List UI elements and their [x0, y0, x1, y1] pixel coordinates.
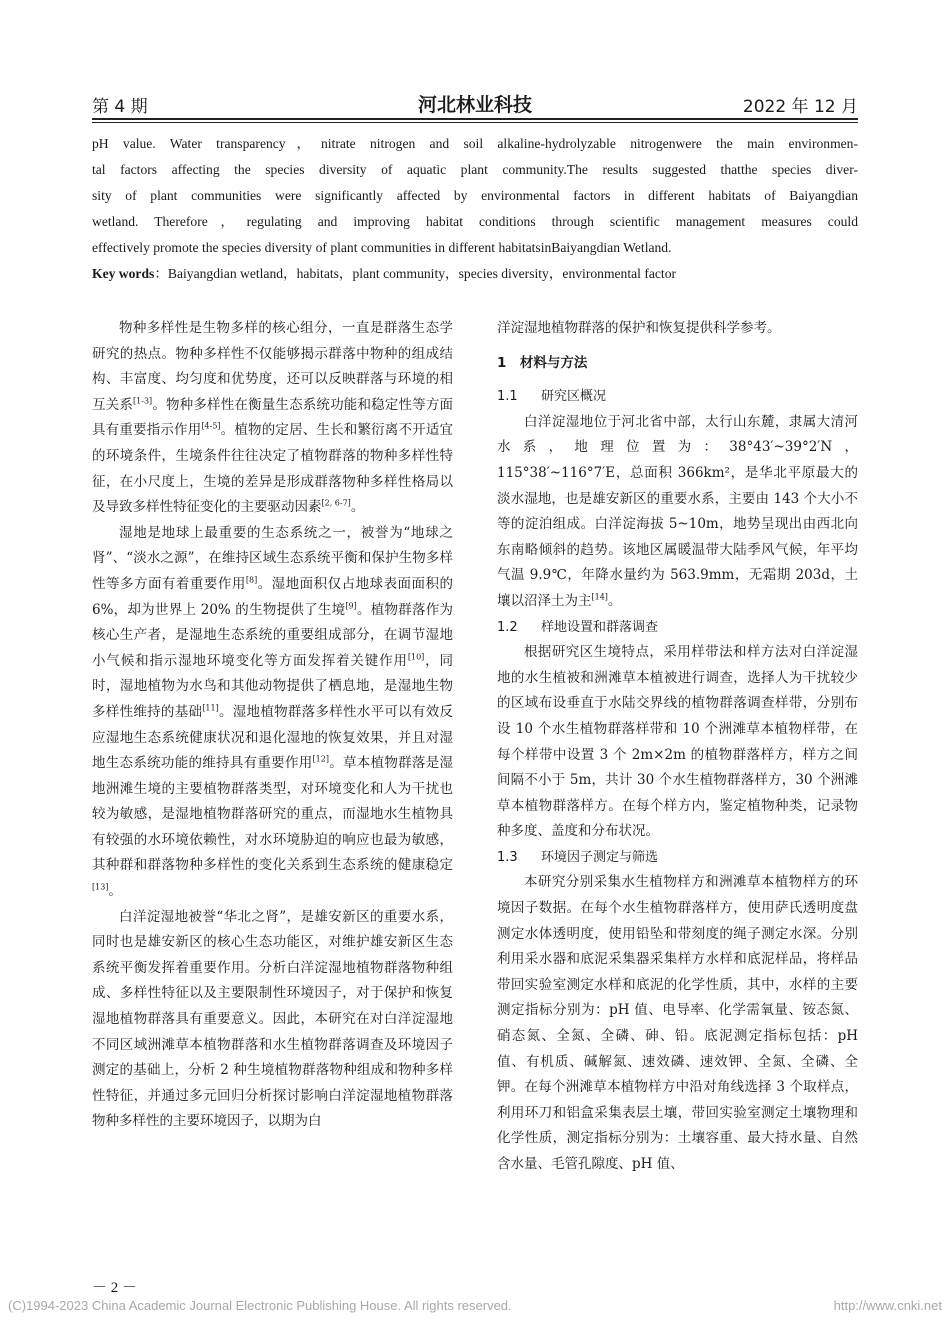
subsection-heading-study-area: 1.1 研究区概况 [497, 389, 607, 405]
paragraph-intro-2: 湿地是地球上最重要的生态系统之一，被誉为“地球之肾”、“淡水之源”，在维持区域生态系统平衡和保护生物多样性等多方面有着重要作用[8]。湿地面积仅占地球表面面积的 6%，却为世界上 20% 的生物提供了生境[9]。植物群落作为核心生产者，是湿地生态系统的重要组成部分，在调节湿地小气候和指示湿地环境变化等方面发挥着关键作用[10]，同时，湿地植物为水鸟和其他动物提供了栖息地，是湿地生物多样性维持的基础[11]。湿地植物群落多样性水平可以有效反应湿地生态系统健康状况和退化湿地的恢复效果，并且对湿地生态系统功能的维持具有重要作用[12]。草本植物群落是湿地洲滩生境的主要植物群落类型，对环境变化和人为干扰也较为敏感，是湿地植物群落研究的重点，而湿地水生植物具有较强的水环境依赖性，对水环境胁迫的响应也最为敏感，其种群和群落物种多样性的变化关系到生态系统的健康稳定[13]。 [92, 524, 454, 900]
footer-site-url: http://www.cnki.net [833, 1298, 942, 1313]
paragraph-study-area: 白洋淀湿地位于河北省中部，太行山东麓，隶属大清河水系，地理位置为：38°43′~39°2′N，115°38′~116°7′E，总面积 366km²，是华北平原最大的淡水湿地，也是雄安新区的重要水系，主要由 143 个大小不等的淀泊组成。白洋淀海拔 5~10m，地势呈现出由西北向东南略倾斜的趋势。该地区属暖温带大陆季风气候，年平均气温 9.9℃，年降水量约为 563.9mm，无霜期 203d，土壤以沼泽土为主[14]。 [497, 413, 858, 609]
paragraph-intro-3: 白洋淀湿地被誉“华北之肾”，是雄安新区的重要水系，同时也是雄安新区的核心生态功能区，对维护雄安新区生态系统平衡发挥着重要作用。分析白洋淀湿地植物群落物种组成、多样性特征以及主要限制性环境因子，对于保护和恢复湿地植物群落具有重要意义。因此，本研究在对白洋淀湿地不同区域洲滩草本植物群落和水生植物群落调查及环境因子测定的基础上，分析 2 种生境植物群落物种组成和物种多样性特征，并通过多元回归分析探讨影响白洋淀湿地植物群落物种多样性的主要环境因子，以期为白 [92, 908, 453, 1130]
abstract-line: tal factors affecting the species diversity of aquatic plant community.The results suggested thatthe species diver- [92, 162, 858, 177]
citation: [12] [312, 754, 329, 764]
citation: [2, 6-7] [321, 498, 351, 508]
right-column [497, 316, 858, 1178]
issue-date: 2022 年 12 月 [742, 97, 858, 117]
abstract-line: effectively promote the species diversity of plant communities in different habitatsinBaiyangdian Wetland. [92, 240, 672, 255]
citation: [13] [92, 882, 109, 892]
left-column [92, 316, 453, 1135]
citation: [8] [245, 575, 258, 585]
running-header [92, 88, 858, 116]
paragraph-sampling: 根据研究区生境特点，采用样带法和样方法对白洋淀湿地的水生植被和洲滩草本植被进行调查，选择人为干扰较少的区域布设垂直于水陆交界线的植物群落调查样带，分别布设 10 个水生植物群落样带和 10 个洲滩草本植物样带，在每个样带中设置 3 个 2m×2m 的植物群落样方，样方之间间隔不小于 5m，共计 30 个水生植物群落样方，30 个洲滩草本植物群落样方。在每个样方内，鉴定植物种类，记录物种多度、盖度和分布状况。 [497, 644, 858, 840]
header-rule-thick [92, 118, 858, 120]
citation: [14] [591, 592, 608, 602]
keywords-label: Key words [92, 266, 155, 281]
abstract-line: wetland. Therefore，regulating and improving habitat conditions through scientific management measures could [92, 214, 858, 229]
keywords-line [92, 261, 858, 287]
abstract-line: pH value. Water transparency，nitrate nitrogen and soil alkaline-hydrolyzable nitrogenwere the main environmen- [92, 136, 858, 151]
citation: [9] [345, 601, 357, 611]
paragraph-intro-1: 物种多样性是生物多样的核心组分，一直是群落生态学研究的热点。物种多样性不仅能够揭示群落中物种的组成结构、丰富度、均匀度和优势度，还可以反映群落与环境的相互关系[1-3]。物种多样性在衡量生态系统功能和稳定性等方面具有重要指示作用[4-5]。植物的定居、生长和繁衍离不开适宜的环境条件，生境条件往往决定了植物群落的物种多样性特征，在小尺度上，生境的差异是形成群落物种多样性格局以及导致多样性特征变化的主要驱动因素[2, 6-7]。 [92, 320, 454, 516]
citation: [4-5] [201, 421, 221, 431]
paragraph-env-factors: 本研究分别采集水生植物样方和洲滩草本植物样方的环境因子数据。在每个水生植物群落样方，使用萨氏透明度盘测定水体透明度，使用铅坠和带刻度的绳子测定水深。分别利用采水器和底泥采集器采集样方水样和底泥样品，将样品带回实验室测定水样和底泥的化学性质，其中，水样的主要测定指标分别为：pH 值、电导率、化学需氧量、铵态氮、硝态氮、全氮、全磷、砷、铅。底泥测定指标包括：pH 值、有机质、碱解氮、速效磷、速效钾、全氮、全磷、全钾。在每个洲滩草本植物样方中沿对角线选择 3 个取样点，利用环刀和铝盒采集表层土壤，带回实验室测定土壤物理和化学性质，测定指标分别为：土壤容重、最大持水量、自然含水量、毛管孔隙度、pH 值、 [497, 874, 858, 1172]
header-rule-thin [92, 122, 858, 123]
page-number: － 2 － [92, 1280, 138, 1296]
citation: [10] [407, 652, 425, 662]
citation: [1-3] [133, 396, 153, 406]
issue-number: 第 4 期 [92, 97, 148, 117]
citation: [11] [202, 703, 219, 713]
subsection-heading-env-factors: 1.3 环境因子测定与筛选 [497, 849, 659, 865]
keywords-text: ：Baiyangdian wetland，habitats，plant community，species diversity，environmental factor [154, 266, 677, 281]
section-heading-methods: 1 材料与方法 [497, 354, 588, 371]
copyright-notice: (C)1994-2023 China Academic Journal Electronic Publishing House. All rights reserved. [8, 1298, 512, 1313]
paragraph-continuation: 洋淀湿地植物群落的保护和恢复提供科学参考。 [497, 320, 781, 336]
subsection-heading-sampling: 1.2 样地设置和群落调查 [497, 619, 659, 635]
abstract-line: sity of plant communities were significantly affected by environmental factors in different habitats of Baiyangdian [92, 188, 858, 203]
english-abstract [92, 131, 858, 287]
journal-title: 河北林业科技 [417, 94, 532, 116]
